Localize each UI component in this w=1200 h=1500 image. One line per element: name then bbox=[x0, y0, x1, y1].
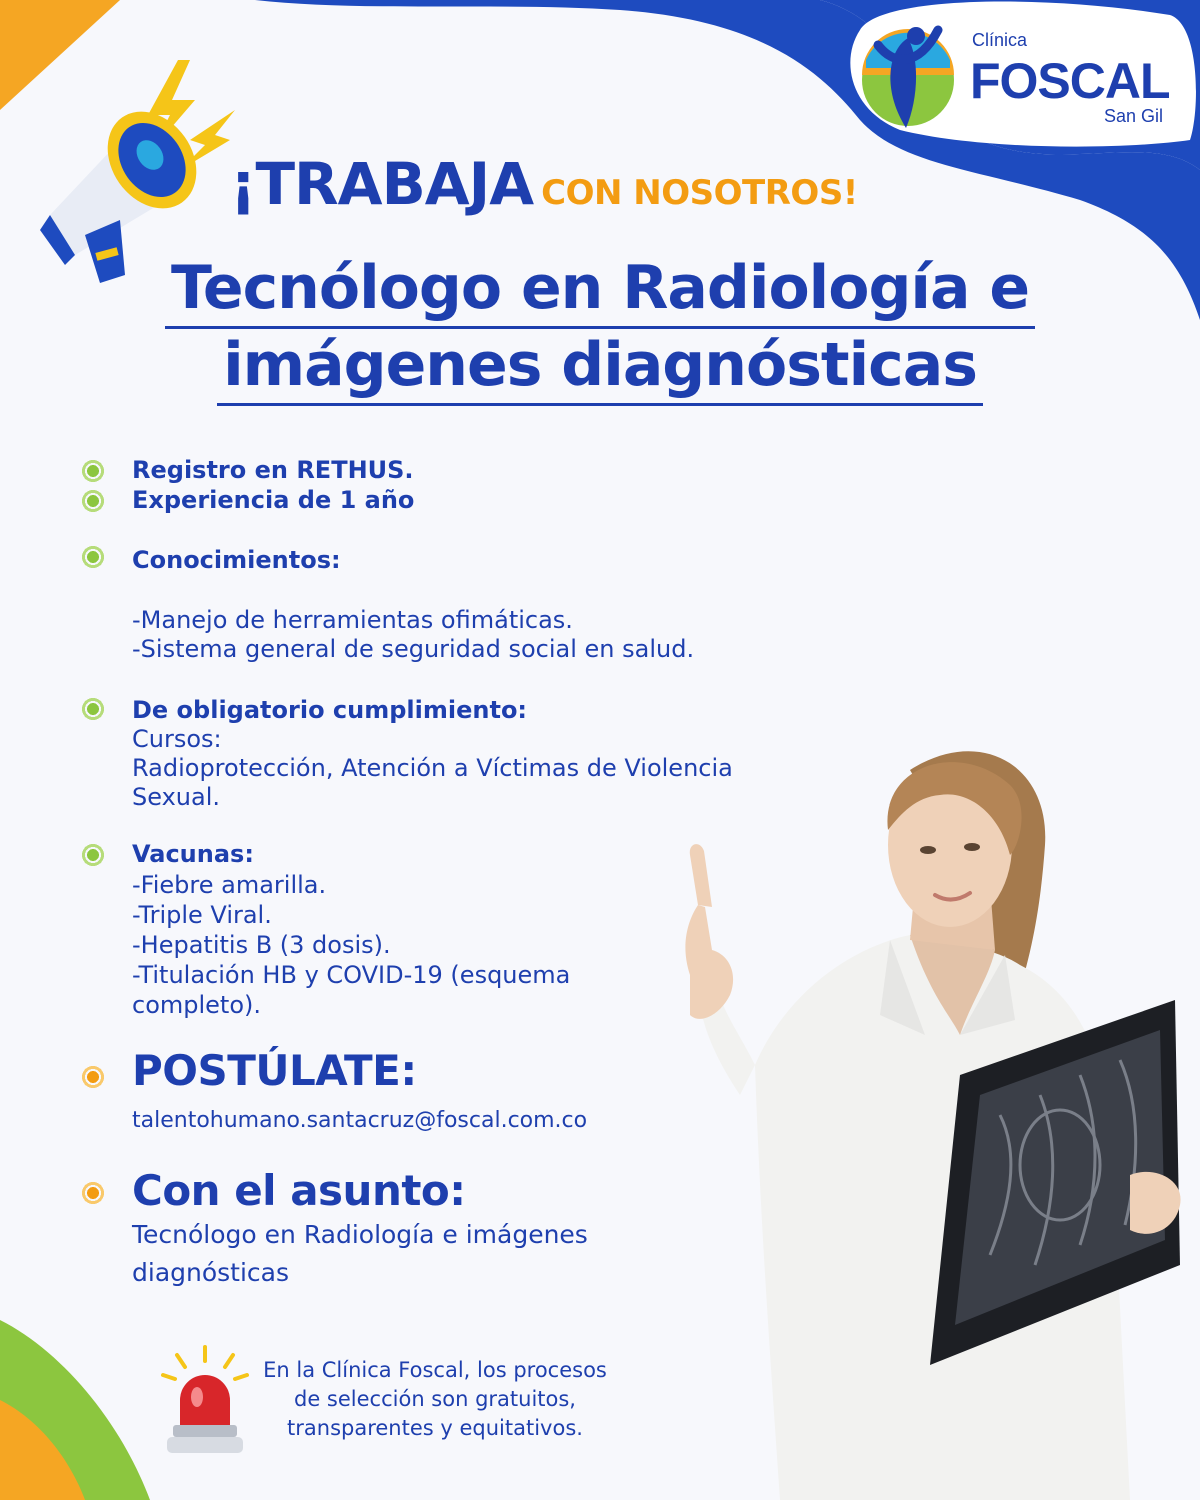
green-bullet-icon bbox=[80, 488, 106, 514]
rethus-text: Registro en RETHUS. bbox=[132, 456, 414, 484]
green-bullet-icon bbox=[80, 544, 106, 570]
header-main: ¡TRABAJA bbox=[230, 150, 534, 218]
selection-notice: En la Clínica Foscal, los procesos de selección son gratuitos, transparentes y equitativos. bbox=[263, 1358, 607, 1440]
header-headline bbox=[230, 150, 858, 218]
header-sub: CON NOSOTROS! bbox=[541, 173, 858, 213]
orange-bullet-icon bbox=[80, 1064, 106, 1090]
mandatory-title: De obligatorio cumplimiento: bbox=[132, 696, 528, 724]
knowledge-title: Conocimientos: bbox=[132, 546, 341, 574]
logo-city-label: San Gil bbox=[1104, 106, 1164, 126]
subject-text: Tecnólogo en Radiología e imágenes diagnósticas bbox=[132, 1220, 588, 1287]
experience-text: Experiencia de 1 año bbox=[132, 486, 415, 514]
apply-title: POSTÚLATE: bbox=[132, 1046, 417, 1095]
logo-clinica-label: Clínica bbox=[972, 30, 1028, 50]
mandatory-items: Cursos: Radioprotección, Atención a Víctimas de Violencia Sexual. bbox=[132, 725, 733, 811]
subject-title: Con el asunto: bbox=[132, 1166, 466, 1215]
vaccines-items: -Fiebre amarilla. -Triple Viral. -Hepatitis B (3 dosis). -Titulación HB y COVID-19 (esquema completo). bbox=[132, 871, 571, 1019]
green-bullet-icon bbox=[80, 696, 106, 722]
job-title bbox=[0, 252, 1200, 406]
green-bullet-icon bbox=[80, 842, 106, 868]
job-title-line-2: imágenes diagnósticas bbox=[217, 329, 983, 406]
siren-icon bbox=[155, 1345, 255, 1460]
doctor-with-xray-image bbox=[660, 735, 1200, 1500]
orange-bullet-icon bbox=[80, 1180, 106, 1206]
apply-email-link[interactable]: talentohumano.santacruz@foscal.com.co bbox=[132, 1108, 588, 1133]
vaccines-title: Vacunas: bbox=[132, 840, 254, 868]
knowledge-items: -Manejo de herramientas ofimáticas. -Sistema general de seguridad social en salud. bbox=[132, 606, 695, 663]
logo-brand-name: FOSCAL bbox=[970, 53, 1170, 109]
green-bullet-icon bbox=[80, 458, 106, 484]
job-title-line-1: Tecnólogo en Radiología e bbox=[165, 252, 1035, 329]
